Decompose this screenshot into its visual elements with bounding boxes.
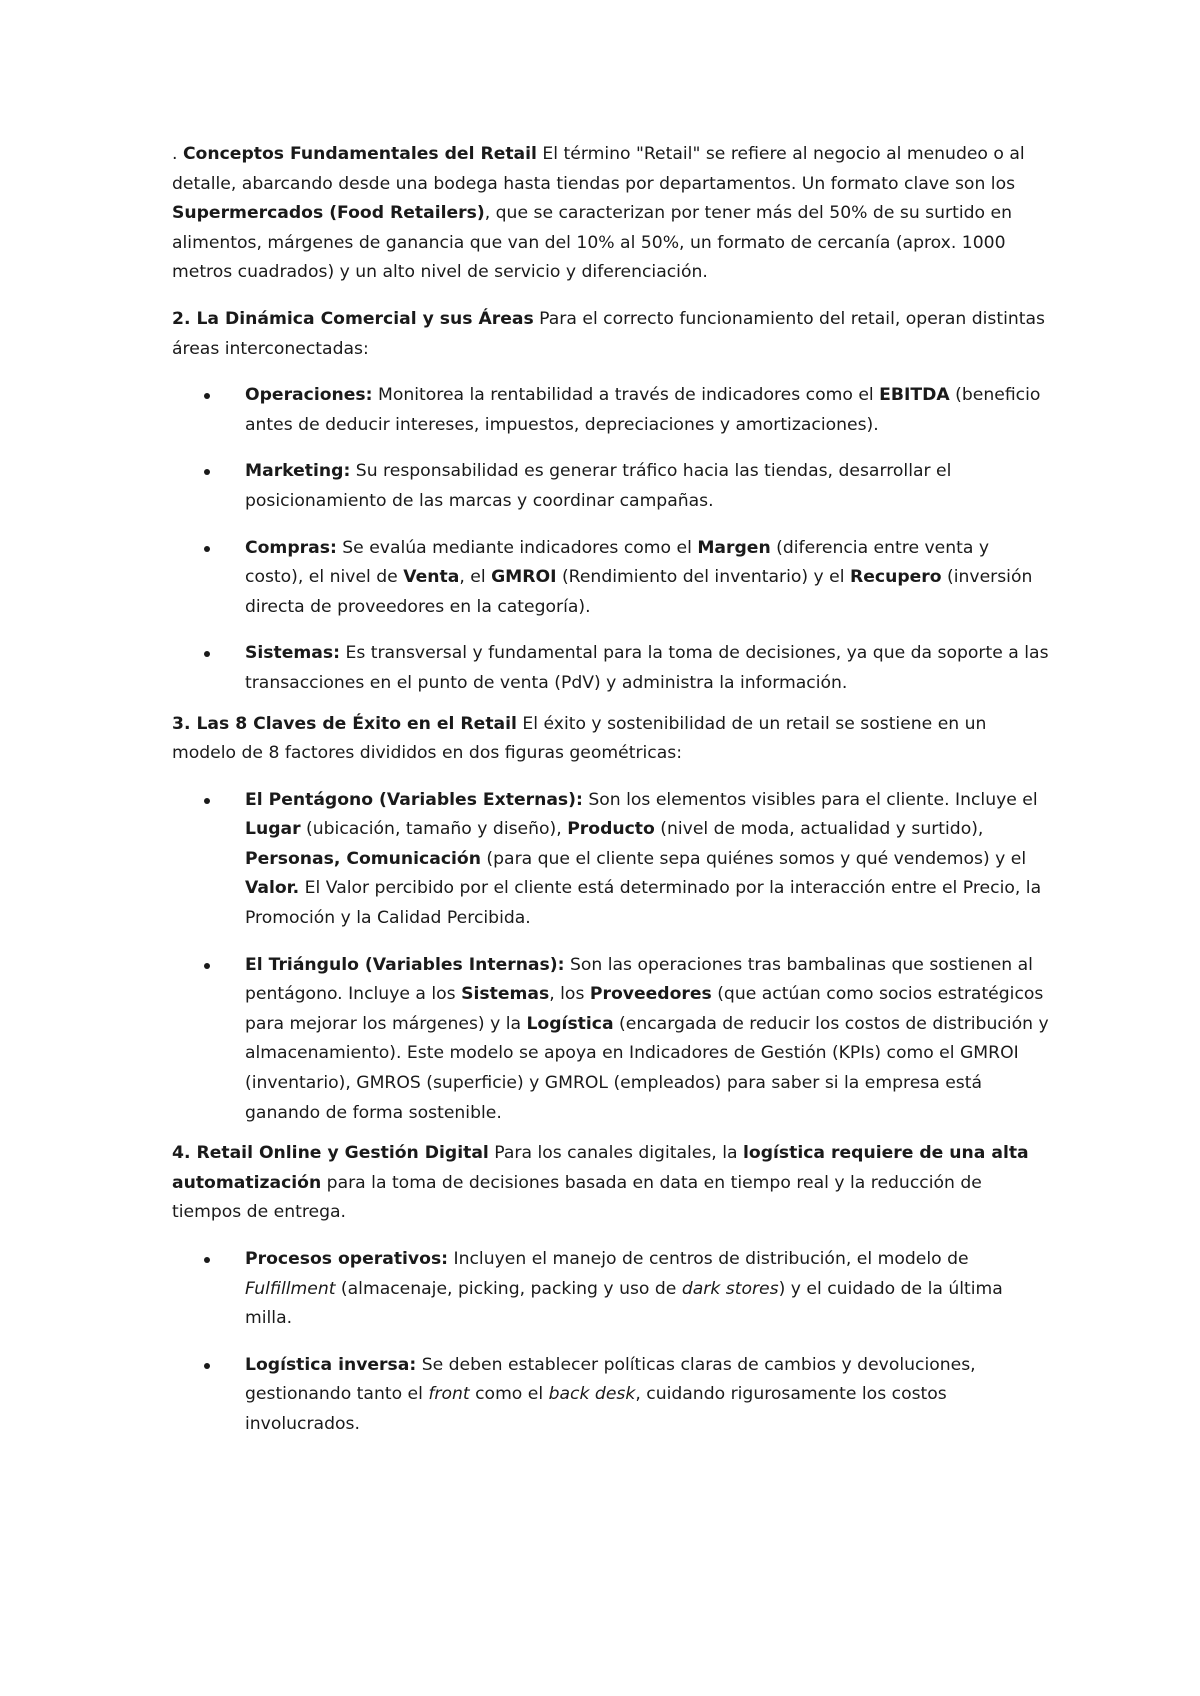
list-item-bold: Proveedores bbox=[589, 984, 712, 1005]
section-1-text: El término "Retail" se refiere al negocio al menudeo o al detalle, abarcando desde una bodega hasta tiendas por departamentos. Un formato clave son los bbox=[172, 144, 1025, 194]
list-item-term: Operaciones: bbox=[245, 385, 373, 406]
section-4-text: para la toma de decisiones basada en data en tiempo real y la reducción de tiempos de entrega. bbox=[172, 1172, 982, 1223]
list-item-bold: Producto bbox=[567, 819, 655, 840]
list-item-bold: Personas, Comunicación bbox=[245, 848, 481, 869]
list-item-term: Procesos operativos: bbox=[245, 1249, 449, 1269]
list-item-bold: Valor. bbox=[245, 878, 300, 899]
list-item-text: ) y el cuidado de la última milla. bbox=[245, 1278, 1003, 1329]
list-item-text: (para que el cliente sepa quiénes somos y qué vendemos) y el bbox=[480, 848, 1027, 869]
list-item-text: Son las operaciones tras bambalinas que sostienen al pentágono. Incluye a los bbox=[245, 954, 1033, 1005]
list-item bbox=[172, 457, 1052, 516]
section-1-paragraph bbox=[172, 140, 1052, 288]
list-item bbox=[172, 1245, 1052, 1334]
list-item-text: como el bbox=[469, 1384, 549, 1405]
section-2-paragraph bbox=[172, 305, 1052, 364]
list-item-text: (inversión directa de proveedores en la categoría). bbox=[245, 567, 1033, 617]
list-item-bold: Lugar bbox=[245, 819, 301, 840]
list-item-text: Incluyen el manejo de centros de distribución, el modelo de bbox=[448, 1249, 969, 1269]
list-item-bold: Logística bbox=[526, 1013, 614, 1034]
list-item-term: El Triángulo (Variables Internas): bbox=[245, 954, 565, 975]
list-item bbox=[172, 1351, 1052, 1440]
list-item-text: (almacenaje, picking, packing y uso de bbox=[335, 1278, 682, 1299]
list-item-bold: Margen bbox=[697, 537, 771, 558]
list-item-text: (ubicación, tamaño y diseño), bbox=[300, 819, 568, 840]
section-1-lead: . bbox=[172, 144, 183, 164]
list-item-text: (diferencia entre venta y costo), el nivel de bbox=[245, 537, 990, 588]
section-1-title: Conceptos Fundamentales del Retail bbox=[182, 144, 537, 164]
section-4-text: Para los canales digitales, la bbox=[488, 1143, 744, 1164]
section-4-paragraph bbox=[172, 1139, 1052, 1228]
section-1-text: , que se caracterizan por tener más del 50% de su surtido en alimentos, márgenes de ganancia que van del 10% al 50%, un formato de cercanía (aprox. 1000 metros cuadrados) y un alto nivel de servicio y diferenciación. bbox=[172, 203, 1012, 283]
section-3-list bbox=[172, 786, 1052, 1129]
list-item-term: Sistemas: bbox=[245, 643, 340, 664]
list-item-bold: Venta bbox=[403, 567, 460, 588]
list-item-text: El Valor percibido por el cliente está determinado por la interacción entre el Precio, la Promoción y la Calidad Percibida. bbox=[245, 878, 1042, 929]
list-item-text: , el bbox=[459, 567, 492, 588]
list-item-text: Son los elementos visibles para el cliente. Incluye el bbox=[582, 789, 1038, 810]
list-item-bold: EBITDA bbox=[879, 385, 950, 406]
list-item-text: Es transversal y fundamental para la toma de decisiones, ya que da soporte a las transacciones en el punto de venta (PdV) y administra la información. bbox=[245, 643, 1049, 693]
list-item-bold: Sistemas bbox=[461, 984, 550, 1005]
list-item-term: Compras: bbox=[245, 537, 337, 558]
list-item-italic: back desk bbox=[548, 1384, 636, 1405]
list-item-text: (que actúan como socios estratégicos para mejorar los márgenes) y la bbox=[245, 984, 1044, 1034]
list-item bbox=[172, 951, 1052, 1129]
list-item-text: , cuidando rigurosamente los costos involucrados. bbox=[245, 1384, 947, 1434]
document-page bbox=[172, 140, 1052, 1440]
list-item-text: (encargada de reducir los costos de distribución y almacenamiento). Este modelo se apoya en Indicadores de Gestión (KPIs) como el GMROI (inventario), GMROS (superficie) y GMROL (empleados) para saber si la empresa está ganando de forma sostenible. bbox=[245, 1013, 1049, 1123]
list-item-bold: GMROI bbox=[491, 567, 557, 588]
list-item bbox=[172, 786, 1052, 934]
list-item-term: El Pentágono (Variables Externas): bbox=[245, 789, 583, 810]
list-item-text: , los bbox=[549, 984, 590, 1005]
section-2-text: Para el correcto funcionamiento del retail, operan distintas áreas interconectadas: bbox=[172, 308, 1046, 359]
section-4-title: 4. Retail Online y Gestión Digital bbox=[172, 1143, 489, 1164]
section-3-title: 3. Las 8 Claves de Éxito en el Retail bbox=[172, 713, 517, 734]
list-item-text: Su responsabilidad es generar tráfico hacia las tiendas, desarrollar el posicionamiento de las marcas y coordinar campañas. bbox=[245, 461, 952, 511]
list-item-text: (beneficio antes de deducir intereses, impuestos, depreciaciones y amortizaciones). bbox=[245, 385, 1041, 435]
list-item-term: Logística inversa: bbox=[245, 1354, 417, 1375]
list-item-italic: Fulfillment bbox=[245, 1278, 336, 1299]
section-1-bold-term: Supermercados (Food Retailers) bbox=[172, 203, 485, 224]
list-item bbox=[172, 639, 1052, 698]
list-item-bold: Recupero bbox=[850, 567, 942, 588]
list-item-term: Marketing: bbox=[245, 461, 351, 482]
list-item-italic: dark stores bbox=[681, 1278, 779, 1299]
section-2-title: 2. La Dinámica Comercial y sus Áreas bbox=[172, 308, 534, 329]
list-item-text: (nivel de moda, actualidad y surtido), bbox=[654, 819, 984, 840]
list-item-text: (Rendimiento del inventario) y el bbox=[556, 567, 850, 588]
section-4-list bbox=[172, 1245, 1052, 1440]
section-3-paragraph bbox=[172, 710, 1052, 769]
list-item-text: Se evalúa mediante indicadores como el bbox=[336, 537, 698, 558]
list-item-italic: front bbox=[428, 1384, 470, 1405]
section-3-text: El éxito y sostenibilidad de un retail se sostiene en un modelo de 8 factores divididos en dos figuras geométricas: bbox=[172, 713, 987, 764]
section-2-list bbox=[172, 381, 1052, 698]
list-item bbox=[172, 381, 1052, 440]
list-item-text: Se deben establecer políticas claras de cambios y devoluciones, gestionando tanto el bbox=[245, 1354, 976, 1405]
list-item bbox=[172, 534, 1052, 623]
section-4-bold-term: logística requiere de una alta automatización bbox=[172, 1143, 1029, 1193]
list-item-text: Monitorea la rentabilidad a través de indicadores como el bbox=[372, 385, 880, 406]
